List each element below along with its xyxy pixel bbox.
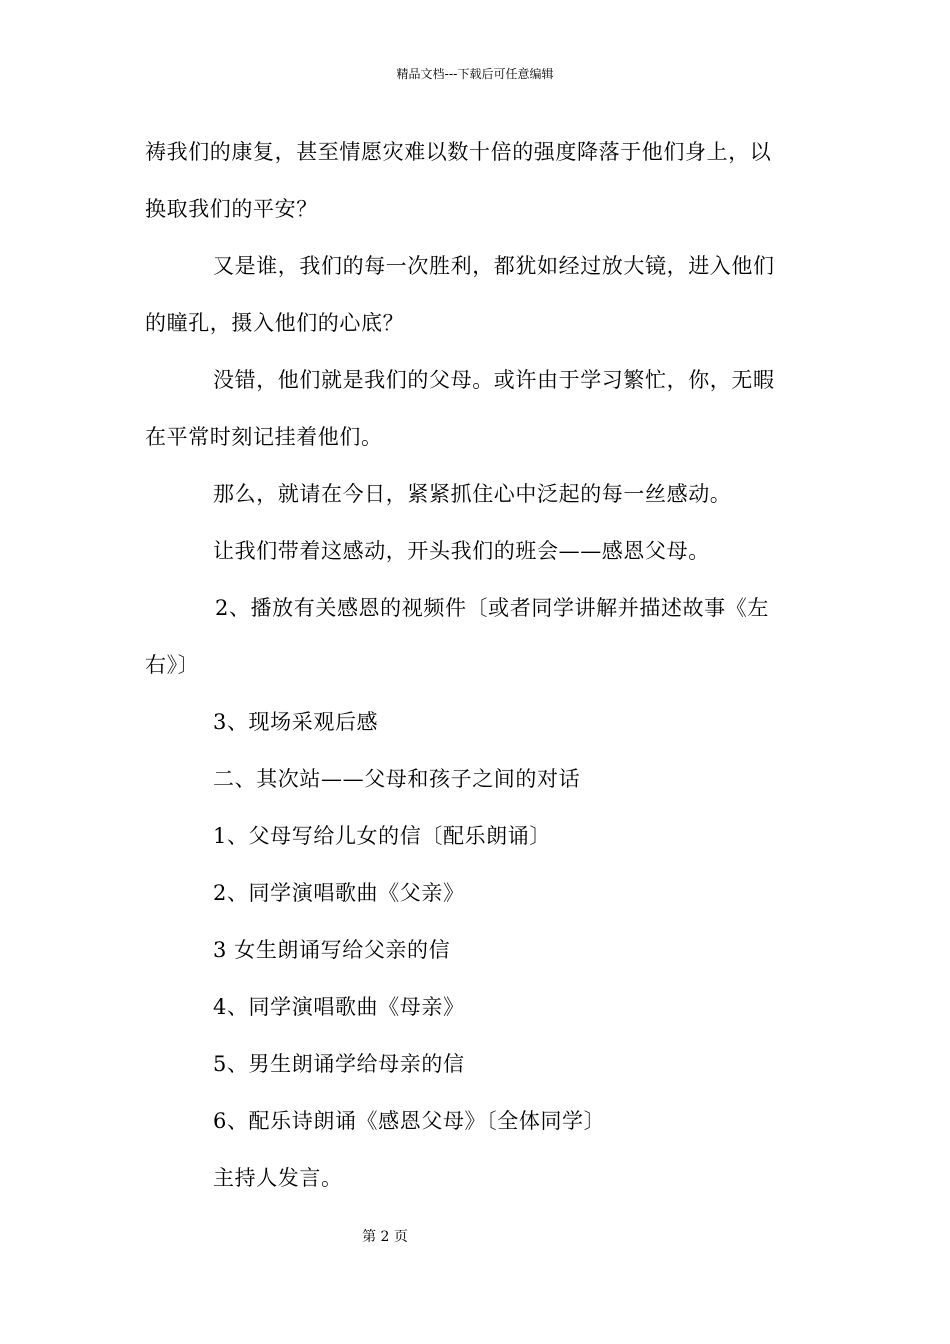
list-item: 3、现场采观后感 (213, 710, 379, 734)
text-line: 的瞳孔，摄入他们的心底？ (145, 311, 405, 335)
paragraph-line: 主持人发言。 (213, 1166, 343, 1190)
paragraph-line: 没错，他们就是我们的父母。或许由于学习繁忙，你，无暇 (213, 368, 775, 392)
text-line: 右》〕 (145, 653, 200, 677)
list-item: 3 女生朗诵写给父亲的信 (213, 938, 451, 962)
paragraph-line: 又是谁，我们的每一次胜利，都犹如经过放大镜，进入他们 (213, 254, 775, 278)
page-number: 第 2 页 (362, 1229, 408, 1245)
list-item: 5、男生朗诵学给母亲的信 (213, 1052, 465, 1076)
text-line: 祷我们的康复，甚至情愿灾难以数十倍的强度降落于他们身上，以 (145, 140, 772, 164)
list-item: 6、配乐诗朗诵《感恩父母》〔全体同学〕 (213, 1109, 606, 1133)
document-body (145, 132, 810, 1215)
page-header: 精品文档---下载后可任意编辑 (396, 67, 554, 81)
text-line: 换取我们的平安？ (145, 197, 318, 221)
text-line: 在平常时刻记挂着他们。 (145, 425, 383, 449)
list-item: 4、同学演唱歌曲《母亲》 (213, 995, 465, 1019)
paragraph-line: 那么，就请在今日，紧紧抓住心中泛起的每一丝感动。 (213, 482, 732, 506)
list-item: 1、父母写给儿女的信〔配乐朗诵〕 (213, 824, 551, 848)
list-item: 2、播放有关感恩的视频件〔或者同学讲解并描述故事《左 (215, 596, 769, 620)
section-heading: 二、其次站——父母和孩子之间的对话 (213, 767, 581, 791)
list-item: 2、同学演唱歌曲《父亲》 (213, 881, 465, 905)
paragraph-line: 让我们带着这感动，开头我们的班会——感恩父母。 (213, 539, 710, 563)
